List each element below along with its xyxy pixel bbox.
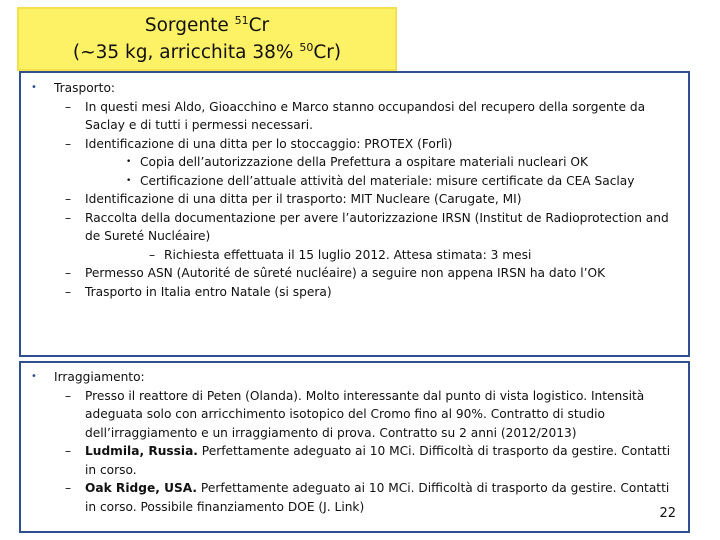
dash-icon: – <box>65 136 72 151</box>
list-item: – Trasporto in Italia entro Natale (si spera) <box>27 283 680 302</box>
list-item: – In questi mesi Aldo, Gioacchino e Marco stanno occupandosi del recupero della sorgente da Saclay e di tutti i permessi necessari. <box>65 99 646 132</box>
list-item: – Oak Ridge, USA. Perfettamente adeguato ai 10 MCi. Difficoltà di trasporto da gestire. Contatti in corso. Possibile finanziamento DOE (J. Link) <box>65 481 670 514</box>
transport-panel <box>19 71 690 357</box>
title-line-2: (~35 kg, arricchita 38% $^{50}$Cr) <box>72 41 342 63</box>
dash-icon: – <box>65 266 72 280</box>
list-item: – Identificazione di una ditta per il trasporto: MIT Nucleare (Carugate, MI) <box>27 190 680 209</box>
dash-icon: – <box>65 284 72 299</box>
sub-list-item: • Copia dell’autorizzazione della Prefettura a ospitare materiali nucleari OK <box>27 153 680 172</box>
bullet-icon: • <box>31 371 37 382</box>
bullet-icon: • <box>31 82 37 93</box>
dash-icon: – <box>65 444 72 458</box>
sub-list-item: – Richiesta effettuata il 15 luglio 2012. Attesa stimata: 3 mesi <box>27 246 680 265</box>
list-item: – Identificazione di una ditta per lo stoccaggio: PROTEX (Forlì) <box>27 135 680 154</box>
dash-icon: – <box>65 388 72 403</box>
list-item: – Permesso ASN (Autorité de sûreté nucléaire) a seguire non appena IRSN ha dato l’OK <box>27 264 680 283</box>
list-item: – Presso il reattore di Peten (Olanda). Molto interessante dal punto di vista logistico. Intensità adeguata solo con arricchimento isotopico del Cromo fino al 90%. Contratto di studio dell’irraggiamento e un irraggiamento di prova. Contratto su 2 anni (2012/2013) <box>65 388 645 440</box>
dash-icon: – <box>65 99 72 114</box>
transport-heading: • Trasporto: <box>27 79 680 98</box>
bullet-icon: • <box>126 175 132 186</box>
title-line-1: Sorgente $^{51}$Cr <box>144 14 270 36</box>
slide-title <box>17 7 397 71</box>
list-item: – Ludmila, Russia. Perfettamente adeguato ai 10 MCi. Difficoltà di trasporto da gestire. Contatti in corso. <box>65 444 671 477</box>
sub-list-item: • Certificazione dell’attuale attività del materiale: misure certificate da CEA Saclay <box>27 172 680 191</box>
dash-icon: – <box>65 481 72 495</box>
dash-icon: – <box>65 192 72 206</box>
dash-icon: – <box>65 210 72 225</box>
page-number: 22 <box>659 505 676 521</box>
bullet-icon: • <box>126 157 132 167</box>
list-item: – Raccolta della documentazione per avere l’autorizzazione IRSN (Institut de Radioprotection and de Sureté Nucléaire) <box>65 210 669 243</box>
irradiation-heading: • Irraggiamento: <box>27 368 680 387</box>
irradiation-panel <box>19 361 690 533</box>
dash-icon: – <box>149 247 156 262</box>
